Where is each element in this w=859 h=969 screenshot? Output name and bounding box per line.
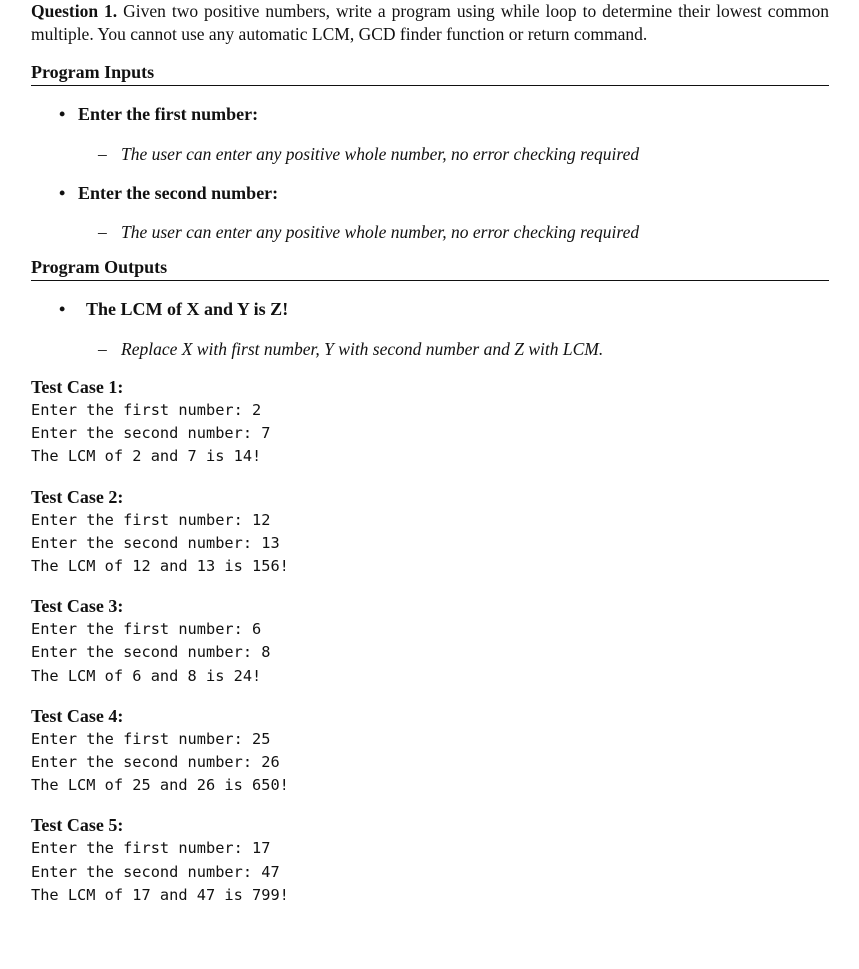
console-line: The LCM of 25 and 26 is 650! bbox=[31, 776, 289, 795]
test-case-output bbox=[31, 618, 829, 688]
bullet-icon: • bbox=[59, 299, 66, 319]
console-line: Enter the second number: 7 bbox=[31, 424, 271, 443]
console-line: The LCM of 17 and 47 is 799! bbox=[31, 885, 289, 904]
bullet-icon: • bbox=[59, 183, 66, 203]
input-item-label: Enter the second number: bbox=[78, 183, 279, 203]
console-line: Enter the first number: 17 bbox=[31, 839, 271, 858]
input-item-note-text: The user can enter any positive whole number, no error checking required bbox=[121, 222, 640, 242]
question-label: Question 1. bbox=[31, 1, 118, 21]
console-line: The LCM of 12 and 13 is 156! bbox=[31, 557, 289, 576]
dash-icon: – bbox=[98, 339, 107, 359]
test-case-title: Test Case 5: bbox=[31, 815, 124, 836]
console-line: Enter the first number: 6 bbox=[31, 620, 262, 639]
console-line: Enter the first number: 25 bbox=[31, 729, 271, 748]
console-line: Enter the first number: 2 bbox=[31, 401, 262, 419]
output-item bbox=[31, 298, 829, 320]
console-line: The LCM of 2 and 7 is 14! bbox=[31, 447, 262, 466]
console-line: Enter the first number: 12 bbox=[31, 510, 271, 529]
output-item-label: The LCM of X and Y is Z! bbox=[86, 299, 289, 319]
output-item-note-text: Replace X with first number, Y with second number and Z with LCM. bbox=[121, 339, 604, 359]
bullet-icon: • bbox=[59, 104, 66, 124]
console-line: Enter the second number: 13 bbox=[31, 533, 280, 552]
test-case-title: Test Case 4: bbox=[31, 705, 124, 726]
test-case-output bbox=[31, 509, 829, 579]
console-line: Enter the second number: 47 bbox=[31, 862, 280, 881]
input-item-note bbox=[31, 221, 829, 243]
output-item-note bbox=[31, 338, 829, 360]
test-case-2 bbox=[31, 486, 829, 579]
program-outputs-heading: Program Outputs bbox=[31, 256, 829, 281]
test-case-1 bbox=[31, 376, 829, 469]
input-item-first bbox=[31, 103, 829, 125]
test-case-3 bbox=[31, 595, 829, 688]
question-paragraph bbox=[31, 0, 829, 46]
test-case-output bbox=[31, 728, 829, 798]
input-item-second bbox=[31, 182, 829, 204]
dash-icon: – bbox=[98, 222, 107, 242]
test-case-title: Test Case 1: bbox=[31, 377, 124, 397]
test-case-4 bbox=[31, 705, 829, 798]
test-case-output bbox=[31, 837, 829, 907]
console-line: Enter the second number: 8 bbox=[31, 643, 271, 662]
test-case-output bbox=[31, 399, 829, 469]
dash-icon: – bbox=[98, 144, 107, 164]
document-page bbox=[31, 0, 829, 907]
input-item-label: Enter the first number: bbox=[78, 104, 259, 124]
input-item-note-text: The user can enter any positive whole number, no error checking required bbox=[121, 144, 640, 164]
input-item-note bbox=[31, 143, 829, 165]
question-text: Given two positive numbers, write a program using while loop to determine their lowest common multiple. You cannot use any automatic LCM, GCD finder function or return command. bbox=[31, 1, 829, 44]
test-case-title: Test Case 3: bbox=[31, 596, 124, 617]
test-case-title: Test Case 2: bbox=[31, 486, 124, 507]
test-case-5 bbox=[31, 814, 829, 907]
console-line: The LCM of 6 and 8 is 24! bbox=[31, 666, 262, 685]
program-inputs-heading: Program Inputs bbox=[31, 61, 829, 86]
console-line: Enter the second number: 26 bbox=[31, 753, 280, 772]
